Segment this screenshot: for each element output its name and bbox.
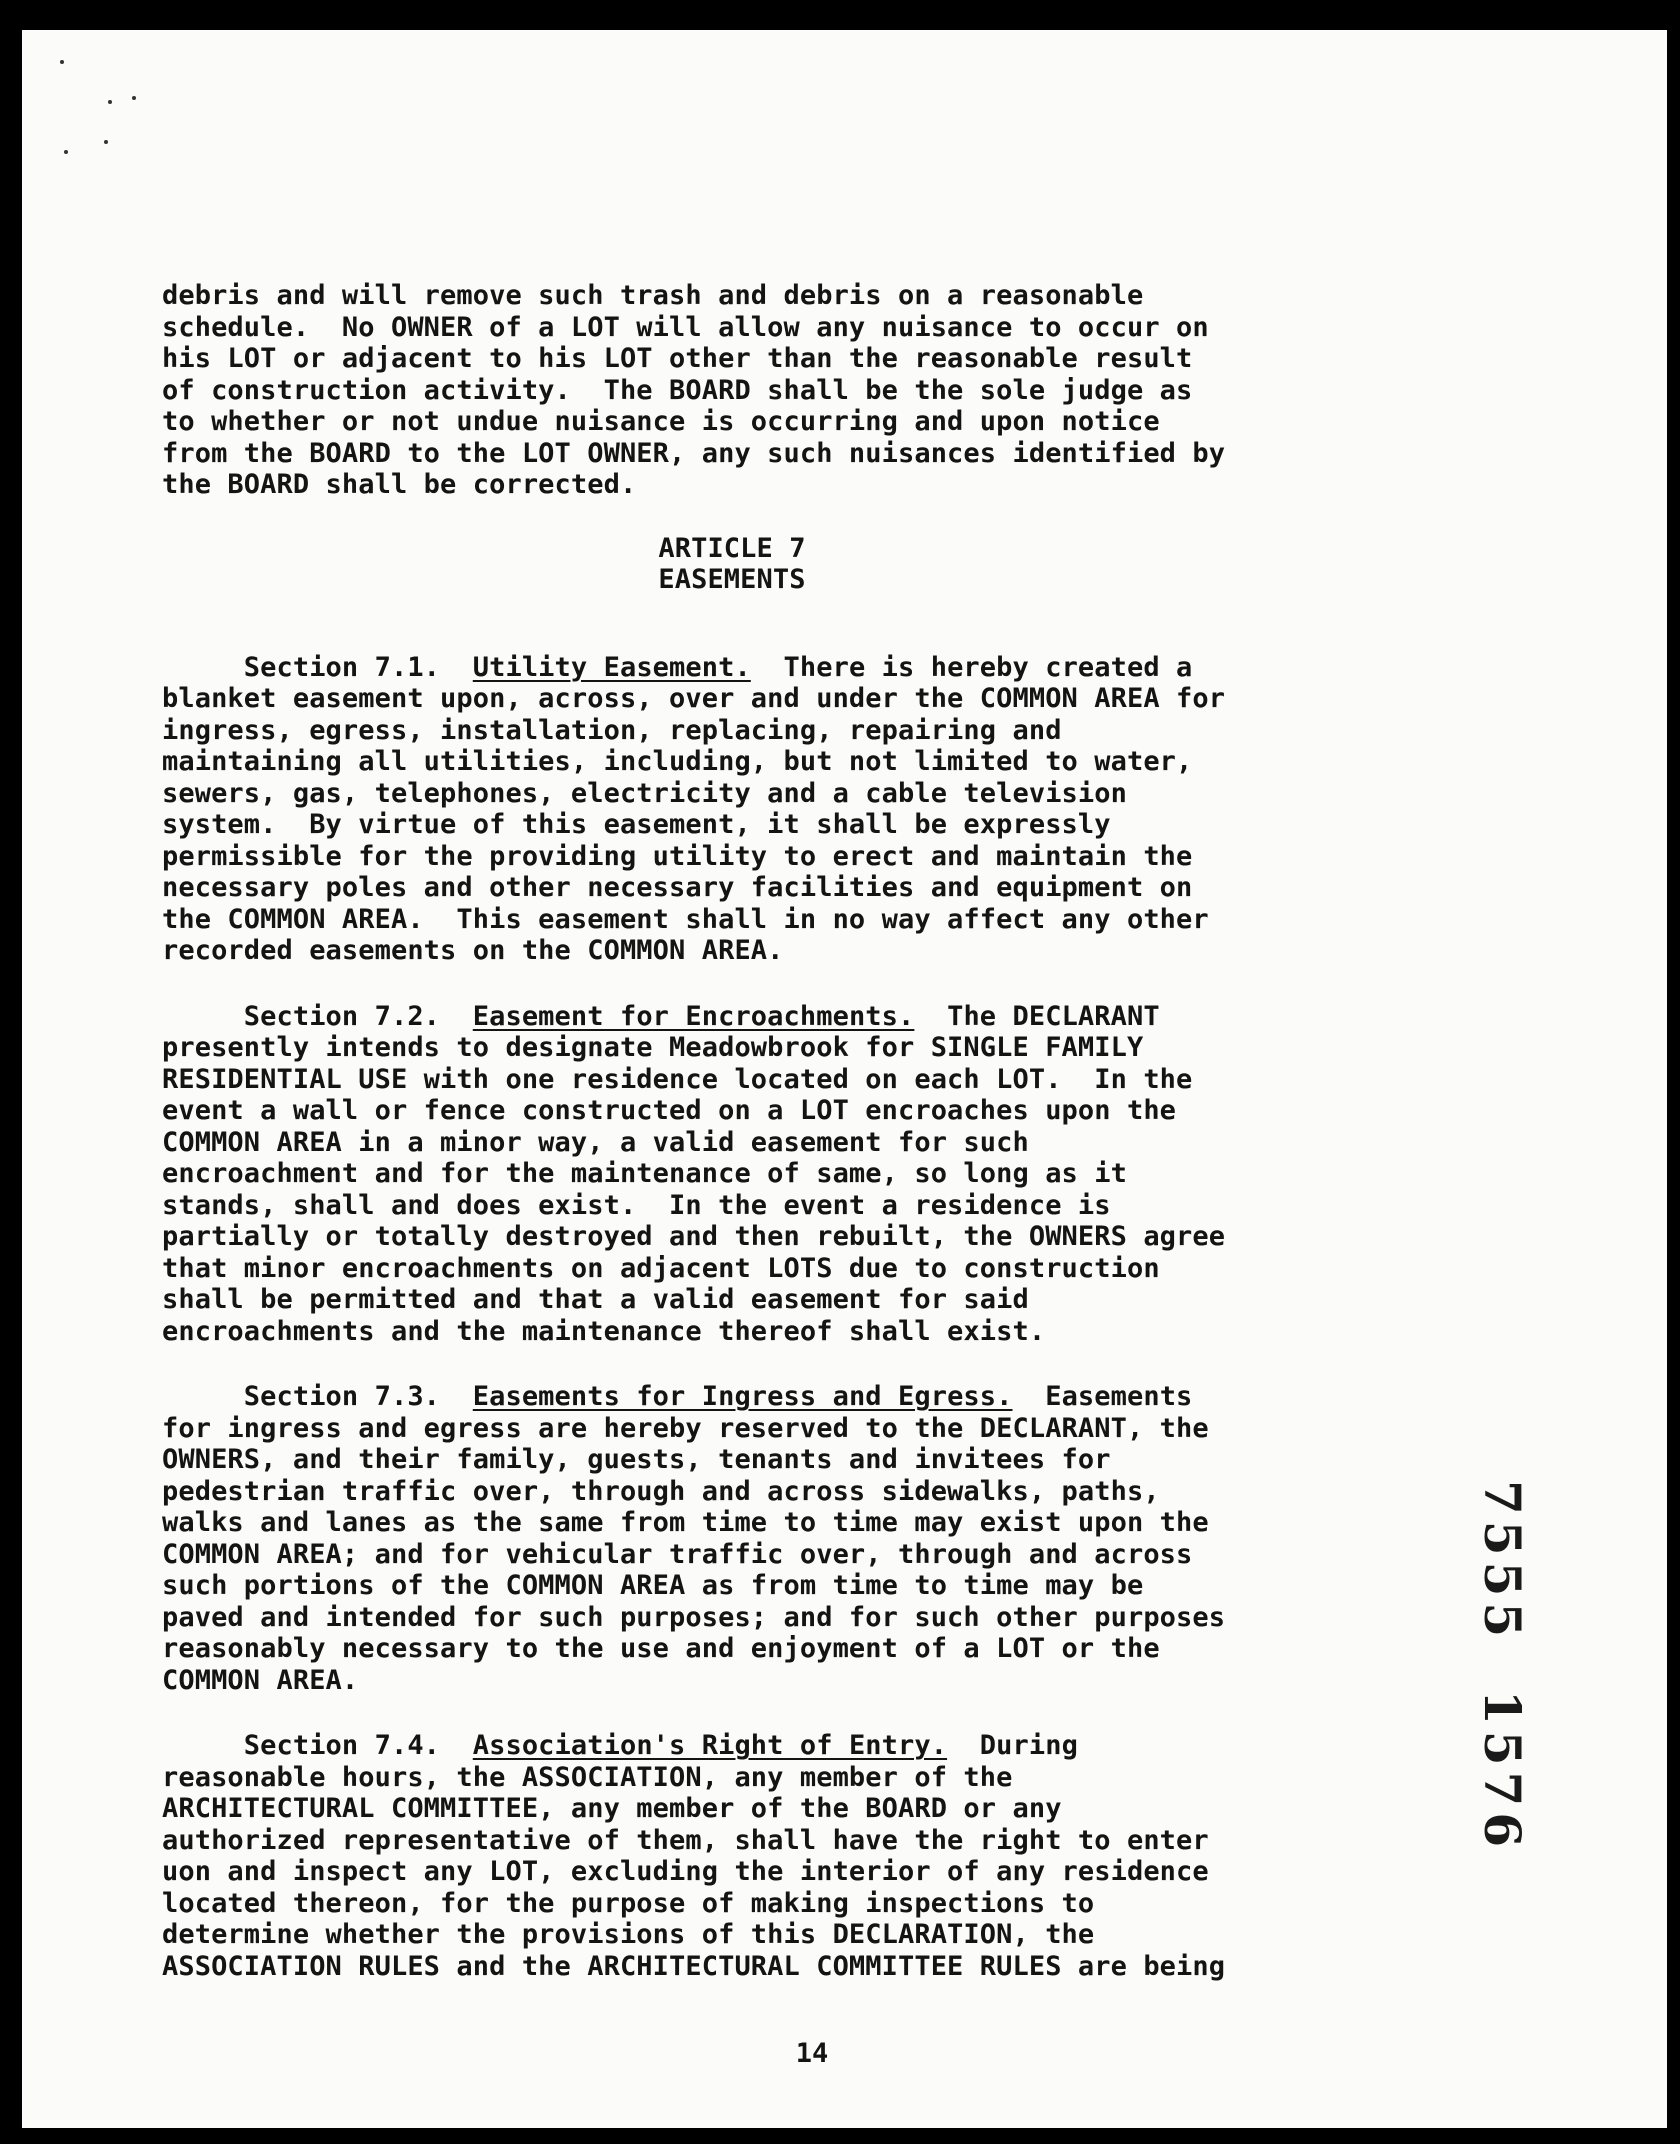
section-prefix: Section 7.3. [162, 1381, 473, 1412]
text-line: walks and lanes as the same from time to time may exist upon the [162, 1507, 1209, 1538]
page-number: 14 [795, 2038, 829, 2069]
text-line: his LOT or adjacent to his LOT other than the reasonable result [162, 343, 1193, 374]
text-line: partially or totally destroyed and then rebuilt, the OWNERS agree [162, 1221, 1226, 1252]
section-first-rest: Easements [1012, 1381, 1193, 1412]
text-line: COMMON AREA in a minor way, a valid easement for such [162, 1126, 1029, 1158]
text-line: debris and will remove such trash and debris on a reasonable [162, 280, 1144, 311]
text-line: RESIDENTIAL USE with one residence located on each LOT. In the [162, 1063, 1193, 1095]
text-line: of construction activity. The BOARD shall be the sole judge as [162, 374, 1193, 406]
text-line: stands, shall and does exist. In the event a residence is [162, 1189, 1111, 1221]
text-line: pedestrian traffic over, through and across sidewalks, paths, [162, 1475, 1160, 1507]
section-first-rest: The DECLARANT [914, 1000, 1160, 1032]
document-body [162, 280, 1482, 1982]
text-line: such portions of the COMMON AREA as from time to time may be [162, 1570, 1144, 1601]
recording-stamp-number: 7555 1576 [1473, 1480, 1532, 1854]
text-line: recorded easements on the COMMON AREA. [162, 935, 784, 966]
text-line: COMMON AREA; and for vehicular traffic over, through and across [162, 1538, 1193, 1570]
scan-speck [60, 60, 64, 64]
text-line: ASSOCIATION RULES and the ARCHITECTURAL COMMITTEE RULES are being [162, 1950, 1226, 1982]
article-number: ARTICLE 7 [658, 532, 806, 564]
section-7-3 [162, 1381, 1482, 1696]
text-line: maintaining all utilities, including, but not limited to water, [162, 746, 1193, 777]
text-line: reasonable hours, the ASSOCIATION, any member of the [162, 1761, 1013, 1793]
text-line: determine whether the provisions of this DECLARATION, the [162, 1919, 1095, 1950]
text-line: permissible for the providing utility to erect and maintain the [162, 840, 1193, 872]
section-prefix: Section 7.1. [162, 651, 473, 683]
text-line: paved and intended for such purposes; and for such other purposes [162, 1601, 1226, 1633]
text-line: for ingress and egress are hereby reserved to the DECLARANT, the [162, 1412, 1209, 1444]
text-line: system. By virtue of this easement, it shall be expressly [162, 809, 1111, 840]
section-7-2 [162, 1001, 1482, 1348]
scan-speck [108, 100, 112, 104]
section-first-rest: During [947, 1730, 1078, 1761]
section-first-line [162, 1730, 1482, 1762]
text-line: shall be permitted and that a valid easement for said [162, 1284, 1029, 1315]
scan-speck [104, 140, 108, 144]
text-line: COMMON AREA. [162, 1664, 359, 1696]
text-line: necessary poles and other necessary facilities and equipment on [162, 872, 1193, 903]
text-line: reasonably necessary to the use and enjoyment of a LOT or the [162, 1633, 1160, 1664]
section-prefix: Section 7.4. [162, 1730, 473, 1761]
text-line: presently intends to designate Meadowbrook for SINGLE FAMILY [162, 1032, 1144, 1063]
document-page [22, 30, 1667, 2128]
section-first-line [162, 1381, 1482, 1413]
text-line: uon and inspect any LOT, excluding the interior of any residence [162, 1856, 1209, 1887]
section-heading: Easements for Ingress and Egress. [472, 1381, 1013, 1412]
text-line: the BOARD shall be corrected. [162, 469, 637, 500]
text-line: the COMMON AREA. This easement shall in no way affect any other [162, 903, 1209, 935]
paragraph-continuation [162, 280, 1482, 501]
section-first-rest: There is hereby created a [750, 651, 1193, 683]
text-line: encroachments and the maintenance thereof shall exist. [162, 1315, 1046, 1347]
text-line: schedule. No OWNER of a LOT will allow any nuisance to occur on [162, 311, 1209, 343]
text-line: that minor encroachments on adjacent LOTS due to construction [162, 1252, 1160, 1284]
text-line: ingress, egress, installation, replacing, repairing and [162, 714, 1062, 746]
text-line: OWNERS, and their family, guests, tenants and invitees for [162, 1444, 1111, 1475]
text-line: event a wall or fence constructed on a LOT encroaches upon the [162, 1095, 1177, 1126]
text-line: authorized representative of them, shall have the right to enter [162, 1824, 1209, 1856]
section-7-1 [162, 652, 1482, 967]
section-prefix: Section 7.2. [162, 1000, 473, 1032]
text-line: blanket easement upon, across, over and under the COMMON AREA for [162, 683, 1226, 714]
text-line: from the BOARD to the LOT OWNER, any such nuisances identified by [162, 437, 1226, 469]
section-7-4 [162, 1730, 1482, 1982]
text-line: to whether or not undue nuisance is occurring and upon notice [162, 406, 1160, 437]
section-heading: Easement for Encroachments. [472, 1000, 915, 1032]
text-line: located thereon, for the purpose of making inspections to [162, 1887, 1095, 1919]
text-line: sewers, gas, telephones, electricity and a cable television [162, 777, 1127, 809]
section-first-line [162, 1001, 1482, 1033]
section-heading: Association's Right of Entry. [472, 1730, 948, 1761]
scan-speck [64, 150, 68, 154]
section-heading: Utility Easement. [472, 651, 751, 683]
scan-speck [132, 96, 136, 100]
text-line: encroachment and for the maintenance of same, so long as it [162, 1158, 1127, 1189]
scan-top-border [0, 0, 1680, 30]
article-title: EASEMENTS [658, 564, 806, 595]
text-line: ARCHITECTURAL COMMITTEE, any member of the BOARD or any [162, 1793, 1062, 1824]
article-heading [162, 533, 1482, 596]
section-first-line [162, 652, 1482, 684]
